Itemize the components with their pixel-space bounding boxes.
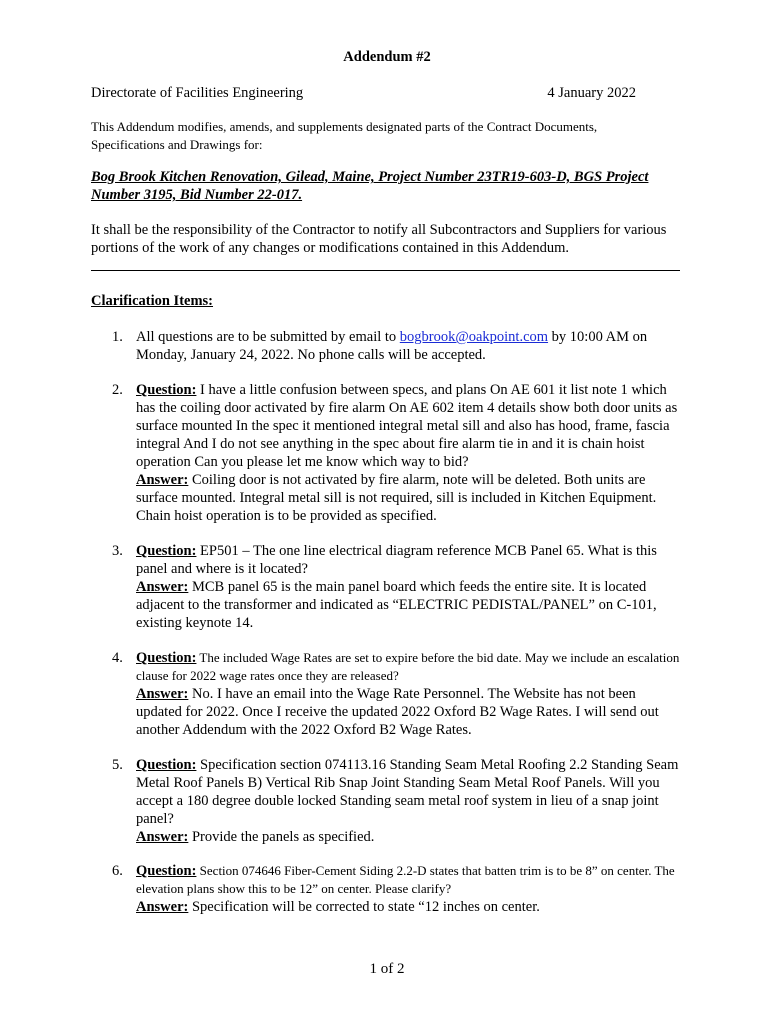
question — [136, 381, 681, 471]
item-number: 2. — [112, 382, 123, 398]
answer-label: Answer: — [136, 829, 189, 845]
question — [136, 649, 681, 685]
question-label: Question: — [136, 863, 197, 879]
answer-text: MCB panel 65 is the main panel board which feeds the entire site. It is located adjacent to the transformer and indicated as “ELECTRIC PEDISTAL/PANEL” on C-101, existing keynote 14. — [136, 579, 657, 631]
document-date: 4 January 2022 — [547, 85, 636, 101]
document-title: Addendum #2 — [343, 49, 431, 65]
item-number: 5. — [112, 757, 123, 773]
document-header — [91, 84, 636, 102]
question-text: EP501 – The one line electrical diagram reference MCB Panel 65. What is this panel and where is it located? — [136, 543, 657, 577]
department-name: Directorate of Facilities Engineering — [91, 85, 304, 101]
question-text: Specification section 074113.16 Standing Seam Metal Roofing 2.2 Standing Seam Metal Roof Panels B) Vertical Rib Snap Joint Standing Seam Metal Roof Panels. Will you accept a 180 degree double locked Standing seam metal roof system in lieu of a snap joint panel? — [136, 757, 679, 827]
item-body — [136, 649, 681, 739]
item-number: 6. — [112, 863, 123, 879]
intro-paragraph: This Addendum modifies, amends, and supplements designated parts of the Contract Documents, Specifications and Drawings for: — [91, 119, 598, 152]
item-number: 3. — [112, 543, 123, 559]
section-heading: Clarification Items: — [91, 293, 214, 309]
page-number: 1 of 2 — [369, 961, 405, 977]
answer-text: Coiling door is not activated by fire alarm, note will be deleted. Both units are surface mounted. Integral metal sill is not required, sill is included in Kitchen Equipment. Chain hoist operation is to be provided as specified. — [136, 472, 657, 524]
item-body — [136, 381, 681, 525]
item-body — [136, 542, 681, 632]
question-label: Question: — [136, 382, 197, 398]
project-title: Bog Brook Kitchen Renovation, Gilead, Maine, Project Number 23TR19-603-D, BGS Project Number 3195, Bid Number 22-017. — [91, 169, 649, 203]
item-body — [136, 756, 681, 846]
answer — [136, 685, 681, 739]
responsibility-paragraph: It shall be the responsibility of the Contractor to notify all Subcontractors and Suppliers for various portions of the work of any changes or modifications contained in this Addendum. — [91, 222, 667, 256]
answer — [136, 578, 681, 632]
email-link[interactable]: bogbrook@oakpoint.com — [399, 329, 549, 345]
question-text: The included Wage Rates are set to expire before the bid date. May we include an escalation clause for 2022 wage rates once they are released? — [136, 650, 680, 683]
item-text — [136, 328, 681, 364]
answer-text: Provide the panels as specified. — [188, 829, 375, 845]
answer-label: Answer: — [136, 899, 189, 915]
answer-label: Answer: — [136, 579, 189, 595]
question — [136, 542, 681, 578]
answer — [136, 898, 681, 916]
answer-label: Answer: — [136, 686, 189, 702]
item-number: 4. — [112, 650, 123, 666]
question-label: Question: — [136, 543, 197, 559]
answer-text: No. I have an email into the Wage Rate Personnel. The Website has not been updated for 2022. Once I receive the updated 2022 Oxford B2 Wage Rates. I will send out another Addendum with the 2022 Oxford B2 Wage Rates. — [136, 686, 659, 738]
question — [136, 862, 681, 898]
item-number: 1. — [112, 329, 123, 345]
item-text-pre: All questions are to be submitted by email to — [136, 329, 400, 345]
question-label: Question: — [136, 650, 197, 666]
horizontal-divider — [91, 270, 680, 271]
item-body — [136, 862, 681, 916]
answer-label: Answer: — [136, 472, 189, 488]
question-label: Question: — [136, 757, 197, 773]
item-text-post: by 10:00 AM on Monday, January 24, 2022. No phone calls will be accepted. — [136, 329, 648, 363]
answer — [136, 828, 681, 846]
answer — [136, 471, 681, 525]
answer-text: Specification will be corrected to state “12 inches on center. — [188, 899, 540, 915]
question — [136, 756, 681, 828]
question-text: Section 074646 Fiber-Cement Siding 2.2-D states that batten trim is to be 8” on center. The elevation plans show this to be 12” on center. Please clarify? — [136, 863, 675, 896]
question-text: I have a little confusion between specs, and plans On AE 601 it list note 1 which has the coiling door activated by fire alarm On AE 602 item 4 details show both door units as surface mounted In the spec it mentioned integral metal sill and also has hood, frame, fascia integral And I do not see anything in the spec about fire alarm tie in and it is chain hoist operation Can you please let me know which way to bid? — [136, 382, 678, 470]
